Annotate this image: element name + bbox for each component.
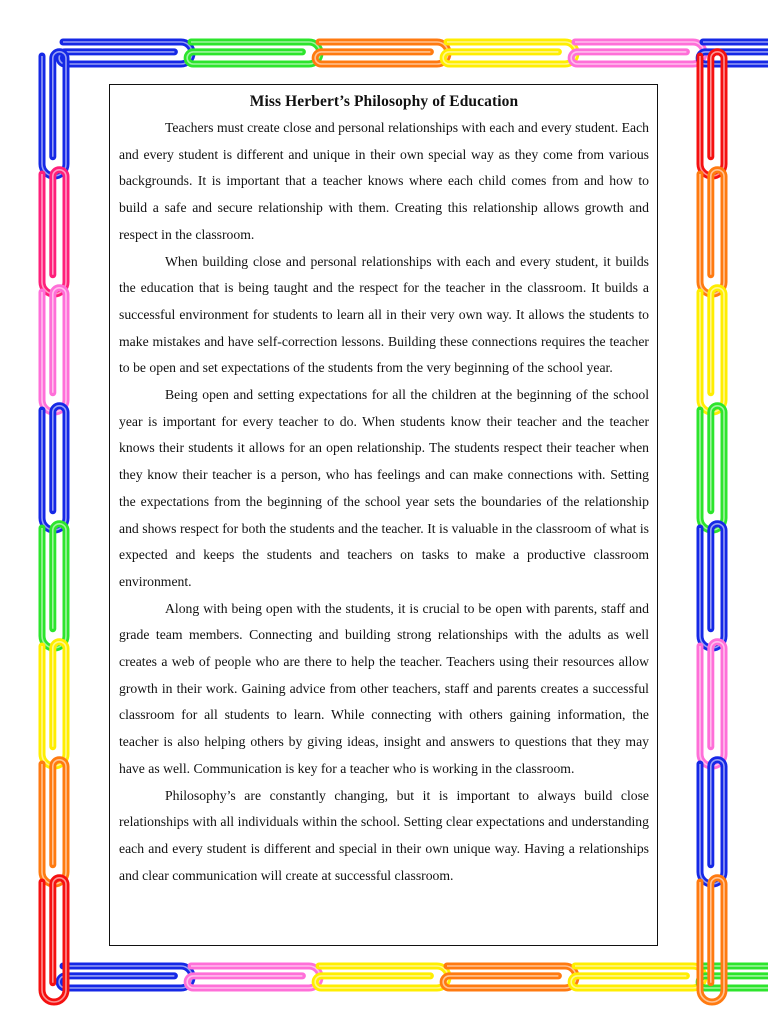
paperclip-right-1: [700, 52, 724, 176]
paperclip-column-right: [700, 52, 724, 1002]
paperclip-bottom-3: [315, 966, 448, 988]
paperclip-top-2: [187, 42, 320, 64]
paragraph-4: Along with being open with the students, it is crucial to be open with parents, staff and grade team members. Connecting and building strong relationships with the adults as well creates a web of people who are there to help the teacher. Teachers using their resources allow growth in their work. Gaining advice from other teachers, staff and parents creates a successful classroom for all students to learn. While connecting with others gaining information, the teacher is also helping others by giving ideas, insight and answers to questions that they may have as well. Communication is key for a teacher who is working in the classroom.: [119, 600, 649, 776]
paragraph-5: Philosophy’s are constantly changing, but it is important to always build close relationships with all individuals within the school. Setting clear expectations and understanding each and every student is different and special in their own unique way. Having a relationships and clear communication will create at successful classroom.: [119, 787, 649, 883]
paperclip-row-top: [59, 42, 768, 64]
paperclip-top-1: [59, 42, 192, 64]
philosophy-document: [109, 84, 658, 946]
paperclip-top-4: [443, 42, 576, 64]
paperclip-right-2: [700, 170, 724, 294]
paperclip-right-4: [700, 406, 724, 530]
paperclip-left-5: [42, 524, 66, 648]
paragraph-1: Teachers must create close and personal relationships with each and every student. Each and every student is different and unique in their own special way as they come from various backgrounds. It is important that a teacher knows where each child comes from and how to build a safe and secure relationship with them. Creating this relationship allows growth and respect in the classroom.: [119, 120, 649, 242]
paperclip-bottom-4: [443, 966, 576, 988]
document-title: Miss Herbert’s Philosophy of Education: [249, 93, 519, 110]
paperclip-left-7: [42, 760, 66, 884]
paperclip-left-6: [42, 642, 66, 766]
paperclip-left-4: [42, 406, 66, 530]
paperclip-right-3: [700, 288, 724, 412]
paragraph-2: When building close and personal relationships with each and every student, it builds the education that is being taught and the respect for the teacher in the classroom. It builds a successful environment for students to learn all in their very own way. It allows the students to make mistakes and have self-correction lessons. Building these connections requires the teacher to be open and set expectations of the students from the very beginning of the school year.: [119, 253, 649, 376]
paperclip-bottom-5: [571, 966, 704, 988]
paperclip-left-1: [42, 52, 66, 176]
paperclip-bottom-1: [59, 966, 192, 988]
paperclip-left-3: [42, 288, 66, 412]
paperclip-column-left: [42, 52, 66, 1002]
paperclip-left-2: [42, 170, 66, 294]
paperclip-right-6: [700, 642, 724, 766]
paperclip-row-bottom: [59, 966, 768, 988]
paperclip-top-3: [315, 42, 448, 64]
paperclip-bottom-2: [187, 966, 320, 988]
paperclip-right-5: [700, 524, 724, 648]
paperclip-top-5: [571, 42, 704, 64]
paperclip-right-7: [700, 760, 724, 884]
paragraph-3: Being open and setting expectations for all the children at the beginning of the school year is important for every teacher to do. When students know their teacher and the teacher knows their students it allows for an open relationship. The students respect their teacher when they know their teacher is a person, who has feelings and can make connections with. Setting the expectations from the beginning of the school year sets the boundaries of the relationship and shows respect for both the students and the teacher. It is valuable in the classroom of what is expected and keeps the students and teachers on tasks to make a productive classroom environment.: [119, 387, 649, 589]
